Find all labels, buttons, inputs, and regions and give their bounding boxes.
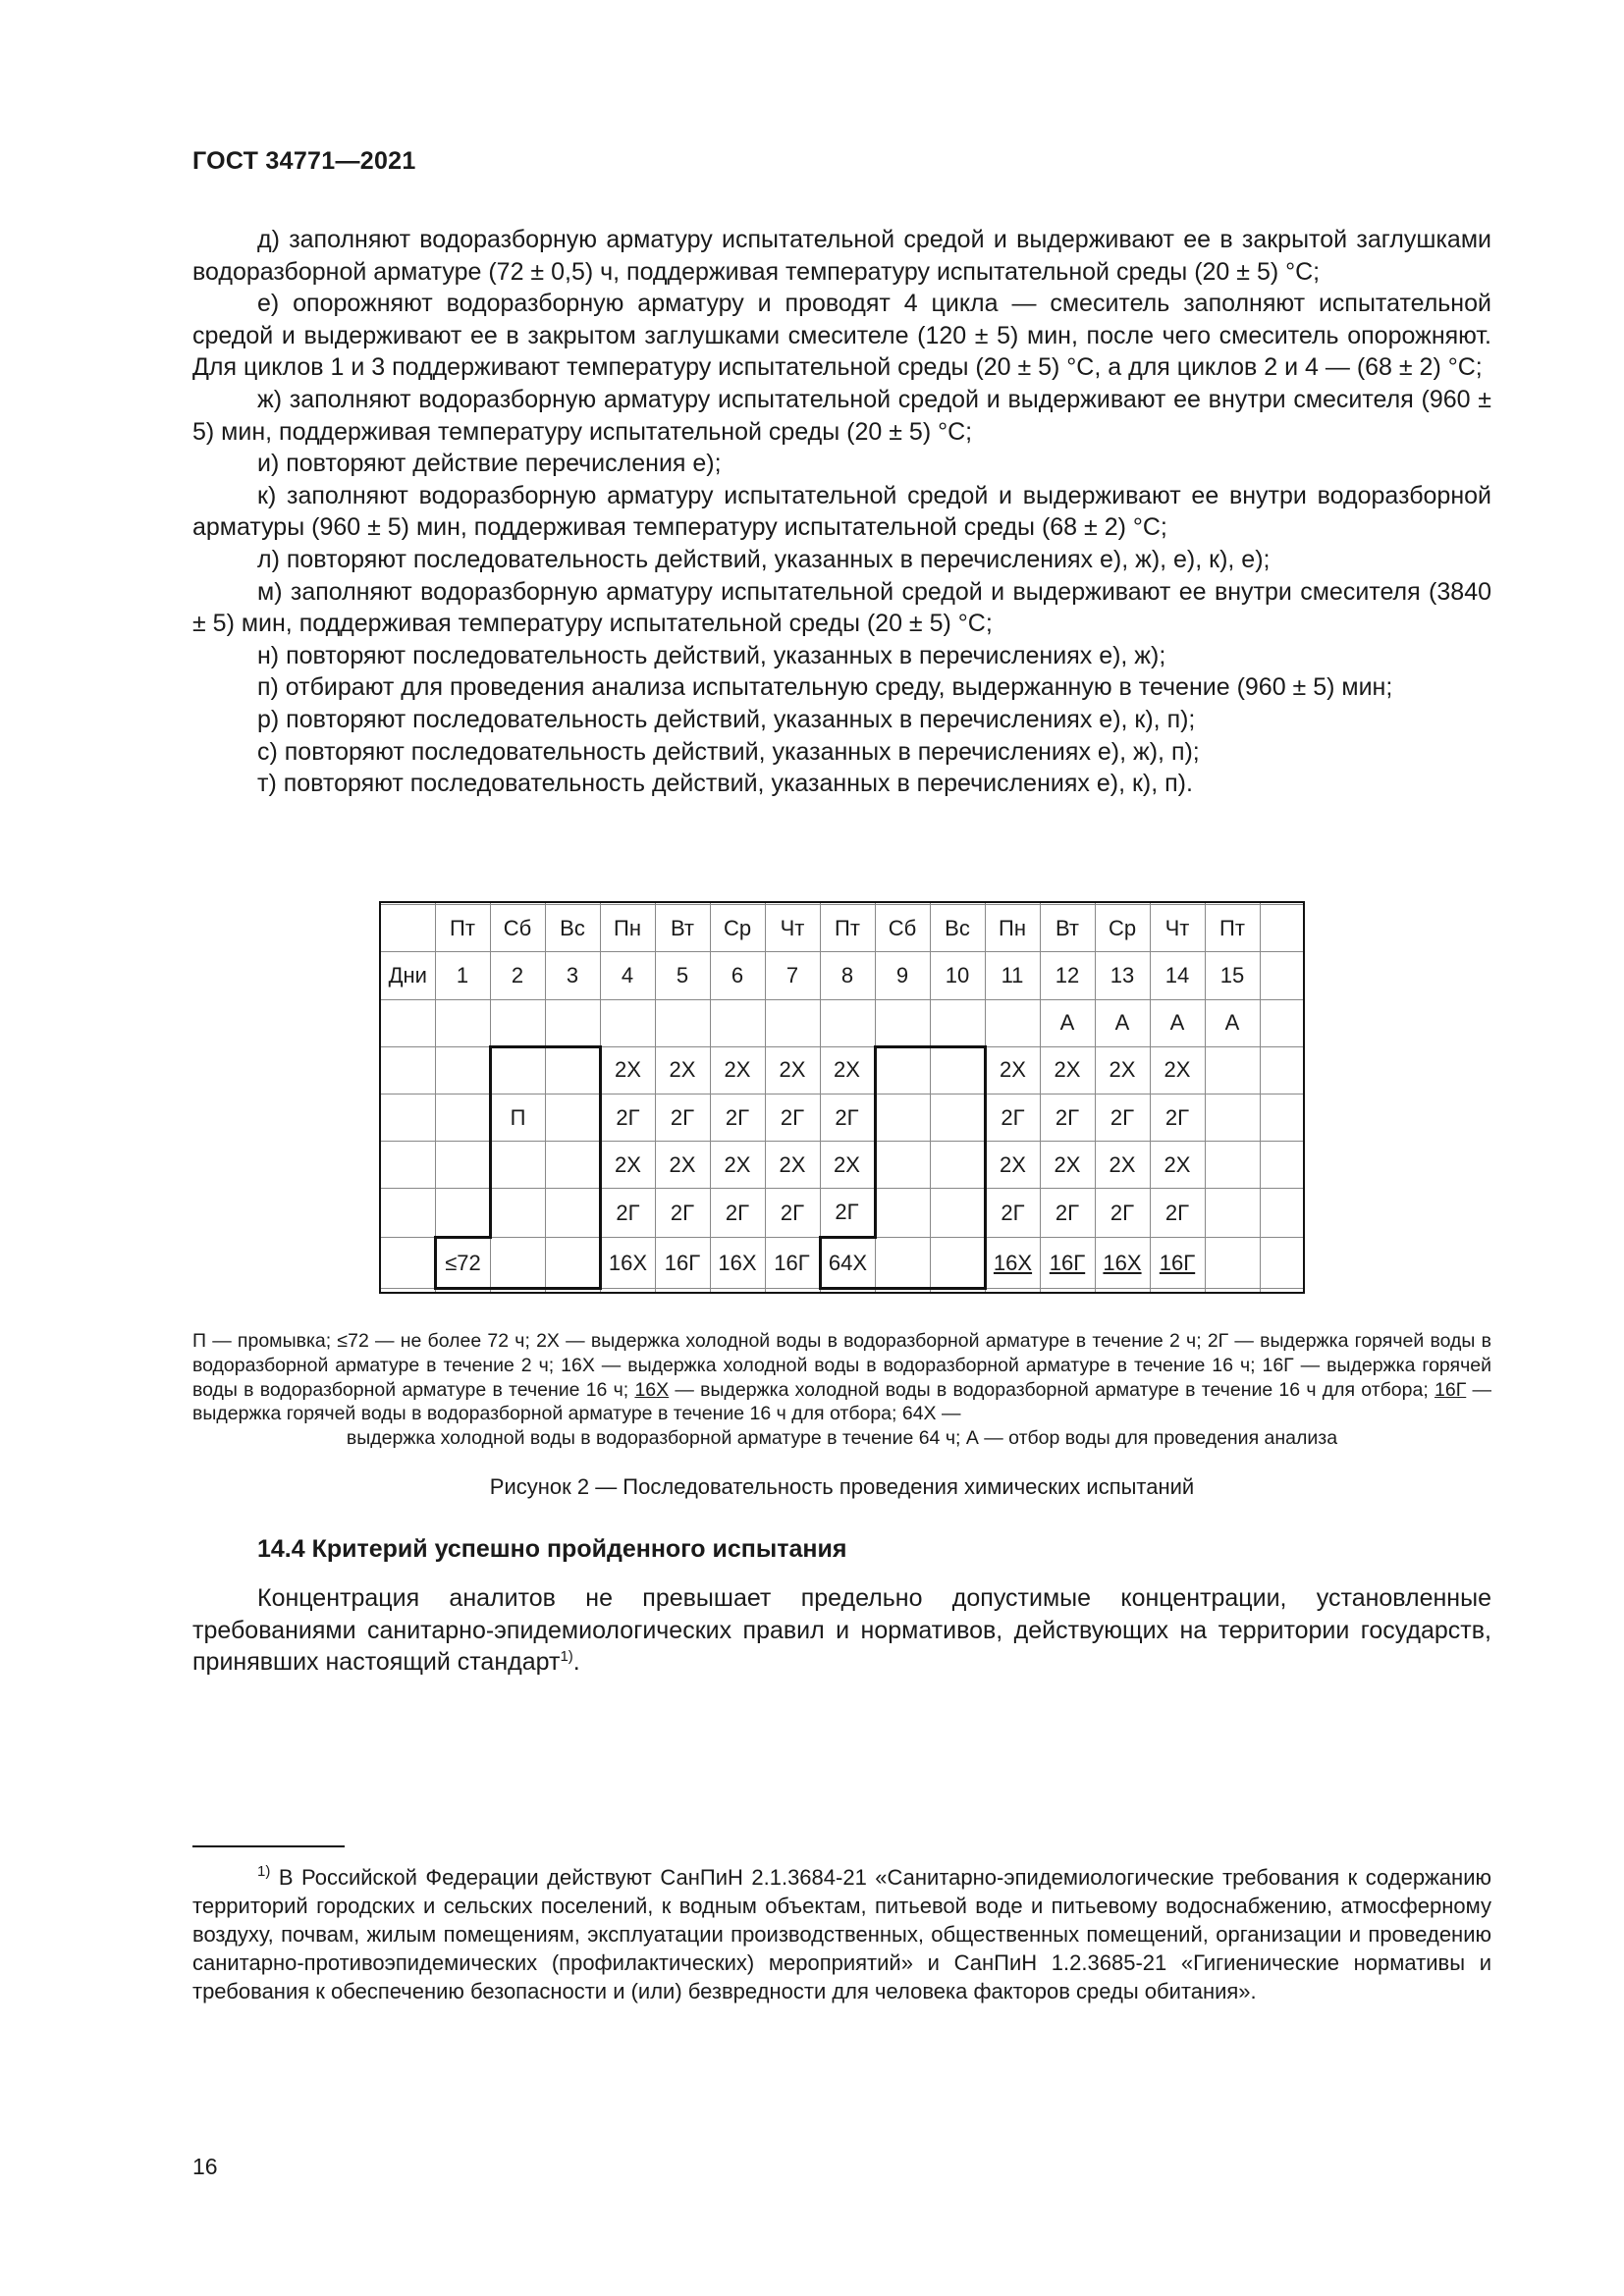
cold-2h-cell: 2Х (600, 1142, 655, 1189)
hot-2h-cell: 2Г (1040, 1189, 1095, 1238)
hot-2h-cell: 2Г (985, 1094, 1040, 1141)
hot-2h-cell: 2Г (1150, 1189, 1205, 1238)
weekday-cell: Сб (490, 905, 545, 952)
step-e: е) опорожняют водоразборную арматуру и проводят 4 цикла — смеситель заполняют испытательной средой и выдерживают ее в закрытом заглушками смесителе (120 ± 5) мин, после чего смеситель опорожняют. Для циклов 1 и 3 поддерживают температуру испытательной среды (20 ± 5) °С, а для циклов 2 и 4 — (68 ± 2) °С; (192, 290, 1491, 382)
cold-2h-cell: 2Х (1095, 1142, 1150, 1189)
hot-2h-cell: 2Г (600, 1094, 655, 1141)
weekday-cell: Ср (1095, 905, 1150, 952)
cold-16h-sample-cell (1095, 1238, 1150, 1289)
day-cell: 3 (545, 952, 600, 999)
sequence-row-1 (380, 1046, 1304, 1094)
day-cell: 7 (765, 952, 820, 999)
day-cell: 15 (1205, 952, 1260, 999)
day-cell: 8 (820, 952, 875, 999)
hot-2h-cell: 2Г (765, 1094, 820, 1141)
weekday-row (380, 905, 1304, 952)
step-k: к) заполняют водоразборную арматуру испытательной средой и выдерживают ее внутри водоразборной арматуры (960 ± 5) мин, поддерживая температуру испытательной среды (68 ± 2) °С; (192, 481, 1491, 542)
step-p: п) отбирают для проведения анализа испытательную среду, выдержанную в течение (960 ± 5) мин; (257, 673, 1393, 702)
section-title: 14.4 Критерий успешно пройденного испытания (257, 1535, 847, 1563)
cold-2h-cell: 2Х (765, 1046, 820, 1094)
weekday-cell: Сб (875, 905, 930, 952)
hot-16h-sample-label: 16Г (1049, 1250, 1086, 1275)
hot-16h-sample-cell (1150, 1238, 1205, 1289)
legend-16g-sample: 16Г (1435, 1378, 1467, 1401)
day-cell: 14 (1150, 952, 1205, 999)
cold-64h-cell: 64Х (820, 1238, 875, 1289)
cold-2h-cell: 2Х (1150, 1142, 1205, 1189)
grid-bottom-row (380, 1289, 1304, 1293)
cold-2h-cell: 2Х (1040, 1046, 1095, 1094)
footnote-divider (192, 1845, 345, 1847)
document-header: ГОСТ 34771—2021 (192, 147, 416, 175)
section-body-end: . (572, 1648, 580, 1677)
analysis-cell: А (1040, 999, 1095, 1046)
hot-2h-cell: 2Г (985, 1189, 1040, 1238)
hot-2h-cell: 2Г (820, 1189, 875, 1238)
hot-16h-sample-label: 16Г (1159, 1250, 1196, 1275)
cold-2h-cell: 2Х (1150, 1046, 1205, 1094)
hot-2h-cell: 2Г (765, 1189, 820, 1238)
step-n: н) повторяют последовательность действий, указанных в перечислениях е), ж); (257, 641, 1166, 669)
footnote-text: В Российской Федерации действуют СанПиН 2.1.3684-21 «Санитарно-эпидемиологические требования к содержанию территорий городских и сельских поселений, к водным объектам, питьевой воде и питьевому водоснабжению, атмосферному воздуху, почвам, жилым помещениям, эксплуатации производственных, общественных помещений, организации и проведению санитарно-противоэпидемических (профилактических) мероприятий» и СанПиН 1.2.3685-21 «Гигиенические нормативы и требования к обеспечению безопасности и (или) безвредности для человека факторов среды обитания». (192, 1865, 1491, 2003)
cold-16h-sample-label: 16Х (993, 1250, 1033, 1275)
sequence-row-5 (380, 1238, 1304, 1289)
legend-16x-sample: 16Х (634, 1378, 670, 1401)
weekday-cell: Вт (1040, 905, 1095, 952)
day-cell: 5 (655, 952, 710, 999)
step-m: м) заполняют водоразборную арматуру испытательной средой и выдерживают ее внутри смесителя (3840 ± 5) мин, поддерживая температуру испытательной среды (20 ± 5) °С; (192, 577, 1491, 638)
weekday-cell: Чт (1150, 905, 1205, 952)
weekday-cell: Вс (930, 905, 985, 952)
weekday-cell: Пн (600, 905, 655, 952)
hot-2h-cell: 2Г (1150, 1094, 1205, 1141)
footnote (192, 1863, 1491, 2005)
hot-2h-cell: 2Г (655, 1094, 710, 1141)
analysis-cell: А (1205, 999, 1260, 1046)
legend-text-1: П — промывка; ≤72 — не более 72 ч; 2Х — выдержка холодной воды в водоразборной арматуре в течение 2 ч; 2Г — выдержка горячей воды в водоразборной арматуре в течение 2 ч; 16Х — выдержка холодной воды в водоразборной арматуре в течение 16 ч; 16Г — выдержка горячей воды в водоразборной арматуре в течение 16 ч; (192, 1330, 1491, 1401)
weekday-cell: Вт (655, 905, 710, 952)
cold-2h-cell: 2Х (655, 1142, 710, 1189)
day-cell: 6 (710, 952, 765, 999)
day-cell: 10 (930, 952, 985, 999)
step-l: л) повторяют последовательность действий, указанных в перечислениях е), ж), е), к), е); (257, 545, 1271, 573)
days-label: Дни (380, 952, 435, 999)
hot-2h-cell: 2Г (710, 1094, 765, 1141)
weekday-cell: Пт (1205, 905, 1260, 952)
figure-caption: Рисунок 2 — Последовательность проведения химических испытаний (489, 1474, 1195, 1499)
cold-2h-cell: 2Х (600, 1046, 655, 1094)
hot-16h-cell: 16Г (655, 1238, 710, 1289)
max-72h-cell: ≤72 (435, 1238, 490, 1289)
days-row (380, 952, 1304, 999)
legend-text-4: выдержка холодной воды в водоразборной арматуре в течение 64 ч; А — отбор воды для проведения анализа (346, 1427, 1338, 1450)
legend-text-2: — выдержка холодной воды в водоразборной арматуре в течение 16 ч для отбора; (675, 1378, 1429, 1401)
cold-2h-cell: 2Х (820, 1046, 875, 1094)
procedure-list (192, 224, 1491, 800)
day-cell: 2 (490, 952, 545, 999)
cold-16h-sample-label: 16Х (1103, 1250, 1142, 1275)
weekday-cell: Пн (985, 905, 1040, 952)
weekday-cell: Ср (710, 905, 765, 952)
hot-2h-cell: 2Г (710, 1189, 765, 1238)
cold-16h-cell: 16Х (710, 1238, 765, 1289)
step-zh: ж) заполняют водоразборную арматуру испытательной средой и выдерживают ее внутри смесителя (960 ± 5) мин, поддерживая температуру испытательной среды (20 ± 5) °С; (192, 385, 1491, 446)
hot-2h-cell: 2Г (1095, 1094, 1150, 1141)
page-number: 16 (192, 2154, 218, 2179)
sequence-row-3 (380, 1142, 1304, 1189)
hot-2h-cell: 2Г (655, 1189, 710, 1238)
hot-2h-cell: 2Г (820, 1094, 875, 1141)
test-sequence-figure (379, 901, 1303, 1294)
cold-2h-cell: 2Х (655, 1046, 710, 1094)
step-i: и) повторяют действие перечисления е); (257, 450, 722, 478)
hot-16h-sample-cell (1040, 1238, 1095, 1289)
cold-2h-cell: 2Х (765, 1142, 820, 1189)
cold-16h-cell: 16Х (600, 1238, 655, 1289)
step-d: д) заполняют водоразборную арматуру испытательной средой и выдерживают ее в закрытой заглушками водоразборной арматуре (72 ± 0,5) ч, поддерживая температуру испытательной среды (20 ± 5) °С; (192, 226, 1491, 286)
weekday-cell: Пт (820, 905, 875, 952)
section-body-text: Концентрация аналитов не превышает предельно допустимые концентрации, установленные требованиями санитарно-эпидемиологических правил и нормативов, действующих на территории государств, принявших настоящий стандарт (192, 1584, 1491, 1677)
analysis-row (380, 999, 1304, 1046)
weekday-cell: Вс (545, 905, 600, 952)
day-cell: 4 (600, 952, 655, 999)
cold-2h-cell: 2Х (1040, 1142, 1095, 1189)
section-body (192, 1582, 1491, 1679)
analysis-cell: А (1150, 999, 1205, 1046)
step-r: р) повторяют последовательность действий, указанных в перечислениях е), к), п); (257, 705, 1196, 733)
weekday-cell: Пт (435, 905, 490, 952)
day-cell: 13 (1095, 952, 1150, 999)
cold-2h-cell: 2Х (710, 1142, 765, 1189)
footnote-reference[interactable]: 1) (560, 1648, 573, 1666)
step-s: с) повторяют последовательность действий, указанных в перечислениях е), ж), п); (257, 737, 1200, 766)
figure-legend (192, 1329, 1491, 1451)
analysis-cell: А (1095, 999, 1150, 1046)
step-t: т) повторяют последовательность действий, указанных в перечислениях е), к), п). (257, 770, 1193, 798)
day-cell: 11 (985, 952, 1040, 999)
sequence-row-2 (380, 1094, 1304, 1141)
flush-cell: П (490, 1094, 545, 1141)
cold-2h-cell: 2Х (985, 1142, 1040, 1189)
hot-2h-cell: 2Г (1040, 1094, 1095, 1141)
cold-2h-cell: 2Х (710, 1046, 765, 1094)
cold-2h-cell: 2Х (985, 1046, 1040, 1094)
legend-text-3: — выдержка горячей воды в водоразборной арматуре в течение 16 ч для отбора; 64Х — (192, 1378, 1491, 1425)
weekday-cell: Чт (765, 905, 820, 952)
day-cell: 1 (435, 952, 490, 999)
cold-2h-cell: 2Х (820, 1142, 875, 1189)
sequence-row-4 (380, 1189, 1304, 1238)
cold-2h-cell: 2Х (1095, 1046, 1150, 1094)
footnote-marker: 1) (257, 1863, 271, 1880)
day-cell: 9 (875, 952, 930, 999)
hot-16h-cell: 16Г (765, 1238, 820, 1289)
cold-16h-sample-cell (985, 1238, 1040, 1289)
hot-2h-cell: 2Г (600, 1189, 655, 1238)
day-cell: 12 (1040, 952, 1095, 999)
test-sequence-grid (379, 901, 1305, 1294)
hot-2h-cell: 2Г (1095, 1189, 1150, 1238)
